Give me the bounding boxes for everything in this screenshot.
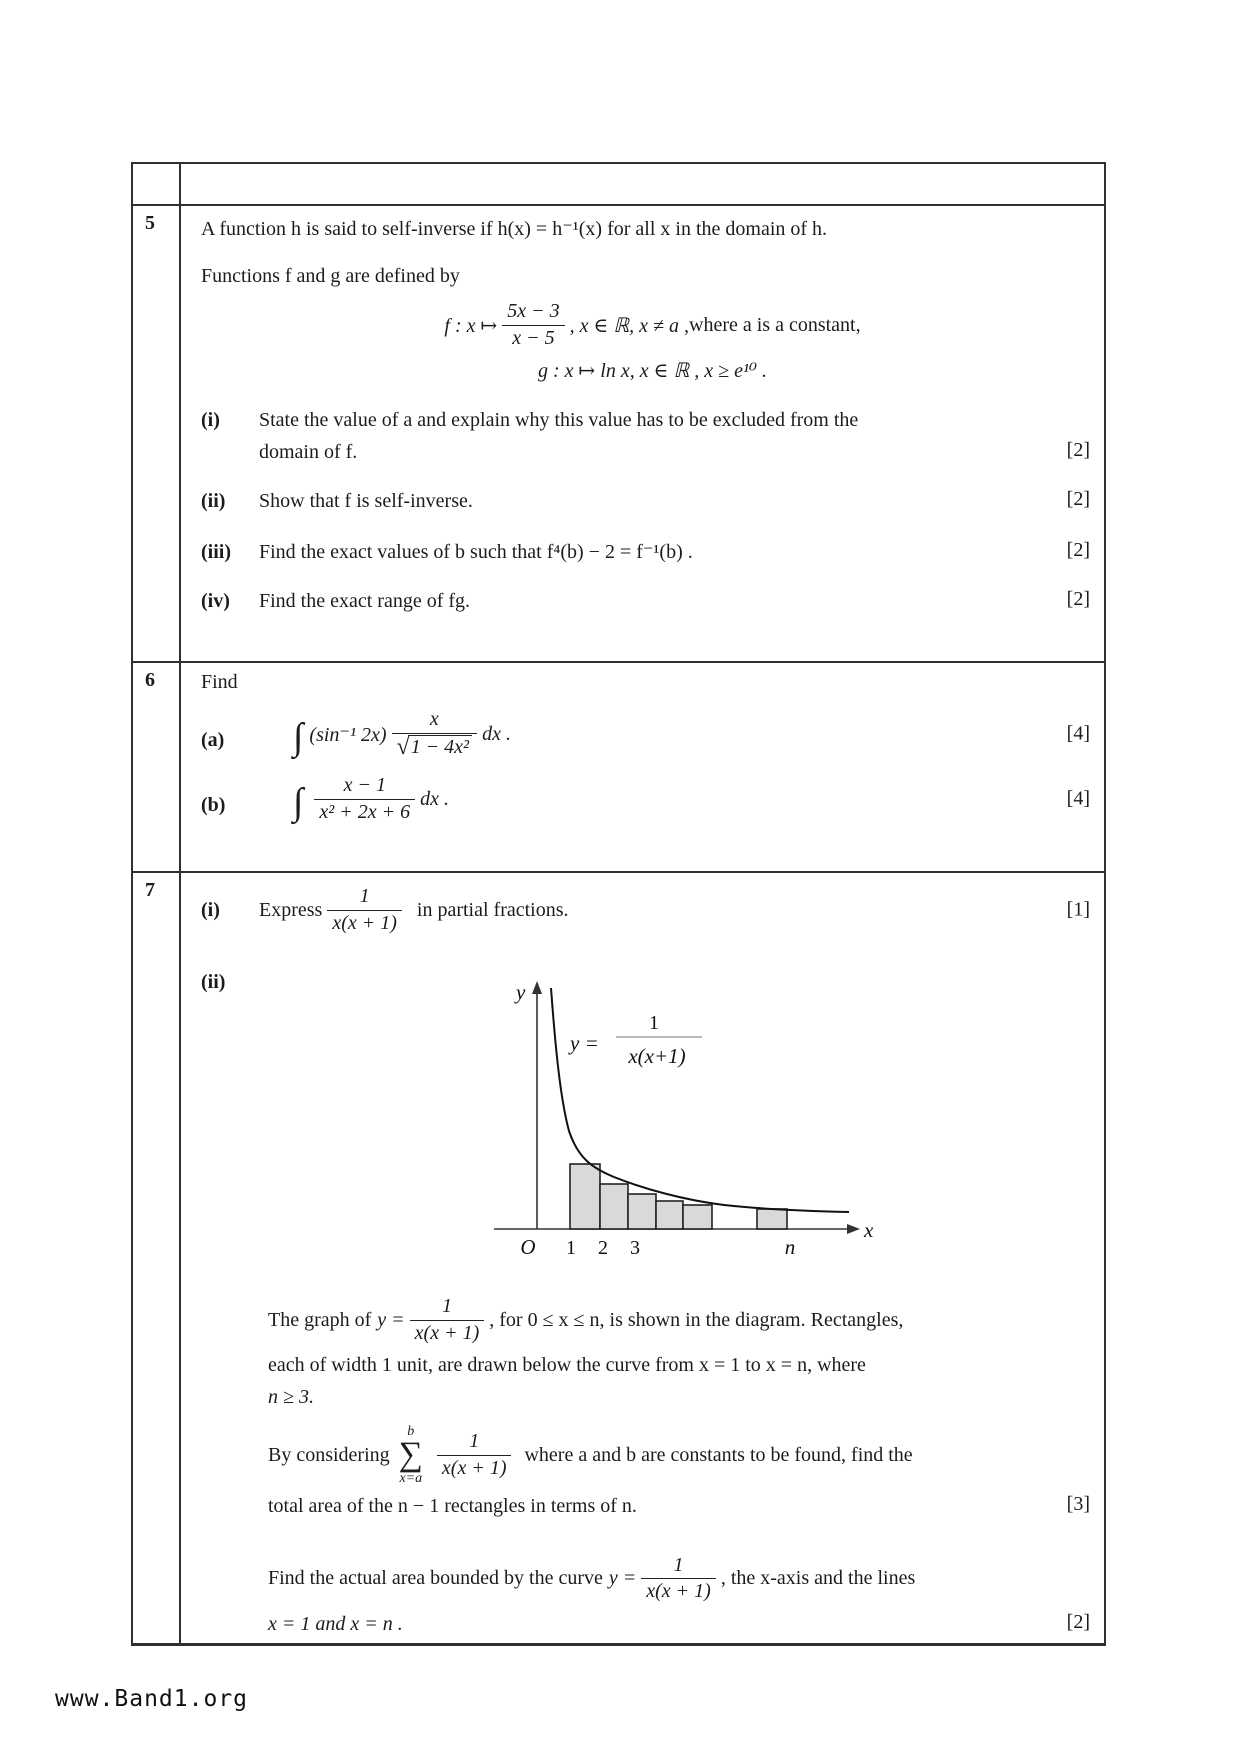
q7-part-i-post: in partial fractions. (416, 898, 569, 921)
q7-para1-line-3: n ≥ 3. (268, 1386, 314, 1409)
q7-part-i-marks: [1] (1066, 898, 1090, 921)
question-5-number: 5 (133, 206, 181, 661)
curve-label-numerator: 1 (649, 1012, 659, 1035)
q7-para3-line-2: x = 1 and x = n . (268, 1612, 403, 1635)
question-6-number: 6 (133, 663, 181, 871)
q7-para3-line-1 (268, 1554, 1090, 1604)
rectangle-5 (683, 1205, 712, 1229)
q7-part-i (201, 885, 1104, 935)
q6-part-b-denominator: x² + 2x + 6 (319, 800, 411, 823)
y-axis-label: y (516, 980, 526, 1005)
para2-post: where a and b are constants to be found, find the (524, 1444, 913, 1467)
q7-para2-line-1 (268, 1425, 1090, 1485)
q6-part-b-dx: dx . (420, 787, 450, 810)
para1-post: , for 0 ≤ x ≤ n, is shown in the diagram. Rectangles, (489, 1308, 904, 1331)
integral-sign: ∫ (293, 781, 304, 824)
q5-intro-line-2: Functions f and g are defined by (201, 265, 460, 287)
f-def-fraction (502, 300, 564, 350)
question-6-content (181, 663, 1104, 871)
para1-fraction (410, 1295, 485, 1345)
rectangle-2 (600, 1184, 628, 1229)
header-content-cell (181, 164, 1104, 204)
para3-numerator: 1 (641, 1554, 716, 1580)
tick-label-2: 2 (598, 1237, 608, 1260)
q6-part-b-fraction (314, 774, 415, 824)
q6-part-a-factor: (sin⁻¹ 2x) (309, 723, 387, 746)
x-axis-arrow-icon (847, 1224, 860, 1234)
para3-pre: Find the actual area bounded by the curve (268, 1567, 603, 1590)
question-7-row (133, 873, 1104, 1643)
rectangle-4 (656, 1201, 683, 1229)
q6-part-a-label: (a) (201, 729, 225, 751)
para3-eq-lhs: y = (608, 1567, 637, 1590)
q7-para1-line-2: each of width 1 unit, are drawn below the curve from x = 1 to x = n, where (268, 1354, 866, 1377)
q6-part-a (201, 708, 1104, 760)
curve-label-denominator: x(x+1) (628, 1044, 686, 1069)
para2-numerator: 1 (437, 1430, 512, 1456)
header-number-cell (133, 164, 181, 204)
f-def-domain: , x ∈ ℝ, x ≠ a , (569, 314, 689, 337)
q5-part-iv-marks: [2] (1066, 588, 1090, 611)
x-axis-label: x (864, 1218, 874, 1243)
q6-part-b-math (293, 774, 1090, 824)
para2-fraction (437, 1430, 512, 1480)
para1-eq-lhs: y = (377, 1308, 405, 1331)
tick-label-1: 1 (566, 1237, 576, 1260)
q7-paragraph-2 (268, 1425, 1090, 1517)
q7-part-i-label: (i) (201, 898, 220, 921)
radicand: 1 − 4x² (408, 735, 472, 760)
question-5-row (133, 206, 1104, 663)
f-def-denominator: x − 5 (512, 326, 555, 349)
para2-denominator: x(x + 1) (441, 1457, 507, 1480)
q6-part-a-math (293, 708, 1090, 760)
q5-part-i-text (259, 409, 1090, 464)
sqrt-expression (397, 735, 473, 760)
f-def-pre: f : x ↦ (444, 314, 498, 337)
q6-lead: Find (201, 671, 238, 693)
q7-part-ii-label: (ii) (201, 971, 226, 994)
q7-para2-line-2: total area of the n − 1 rectangles in terms of n. (268, 1494, 637, 1517)
origin-label: O (520, 1235, 536, 1260)
q7-para3-marks: [2] (1066, 1610, 1090, 1633)
q7-part-i-numerator: 1 (327, 885, 402, 911)
q5-g-definition (201, 358, 1104, 383)
para1-numerator: 1 (410, 1295, 485, 1321)
q7-paragraph-1 (268, 1295, 1090, 1409)
q6-part-b-marks: [4] (1066, 787, 1090, 810)
q5-part-ii-label: (ii) (201, 490, 226, 513)
site-watermark: www.Band1.org (55, 1686, 249, 1712)
para3-post: , the x-axis and the lines (720, 1567, 916, 1590)
q5-part-i-marks: [2] (1066, 439, 1090, 462)
question-6-row (133, 663, 1104, 873)
q6-part-a-marks: [4] (1066, 722, 1090, 745)
q5-part-iv-label: (iv) (201, 590, 230, 613)
q6-part-b-numerator: x − 1 (314, 774, 415, 800)
q7-part-ii (201, 969, 1104, 1265)
q6-part-b (201, 774, 1104, 824)
q5-part-i-label: (i) (201, 409, 220, 432)
tick-label-n: n (784, 1235, 796, 1260)
summation-upper-limit: b (407, 1424, 415, 1440)
q5-part-iii-marks: [2] (1066, 539, 1090, 562)
q7-part-i-pre: Express (259, 898, 323, 921)
table-header-row (133, 164, 1104, 206)
para3-denominator: x(x + 1) (646, 1580, 711, 1603)
para3-fraction (641, 1554, 716, 1604)
q7-para2-marks: [3] (1066, 1492, 1090, 1515)
g-def-text: g : x ↦ ln x, x ∈ ℝ , x ≥ e¹⁰ . (538, 360, 767, 383)
para1-pre: The graph of (268, 1308, 372, 1331)
curve-label-lhs: y = (570, 1031, 599, 1056)
question-7-content (181, 873, 1104, 1643)
question-7-number: 7 (133, 873, 181, 1643)
q5-part-iii (201, 539, 1104, 564)
f-def-numerator: 5x − 3 (502, 300, 564, 326)
q7-part-i-text (259, 885, 1090, 935)
q5-part-ii-marks: [2] (1066, 488, 1090, 511)
q5-part-i (201, 409, 1104, 464)
rectangle-1 (570, 1164, 600, 1229)
q5-part-iv (201, 590, 1104, 613)
q6-part-b-label: (b) (201, 794, 226, 817)
summation-lower-limit: x=a (399, 1470, 423, 1486)
question-table (131, 162, 1106, 1646)
summation (399, 1425, 423, 1485)
q7-paragraph-3 (268, 1554, 1090, 1636)
q7-part-i-denominator: x(x + 1) (332, 911, 397, 934)
q5-part-iii-text: Find the exact values of b such that f⁴(b) − 2 = f⁻¹(b) . (259, 541, 693, 564)
q5-part-iii-label: (iii) (201, 541, 231, 564)
q5-part-iv-text: Find the exact range of fg. (259, 590, 471, 613)
tick-label-3: 3 (630, 1237, 640, 1260)
q5-definitions (201, 300, 1104, 383)
q5-part-i-line-2: domain of f. (259, 441, 358, 464)
question-5-content (181, 206, 1104, 661)
q5-part-ii (201, 490, 1104, 513)
q6-part-a-fraction (392, 708, 478, 760)
y-axis-arrow-icon (532, 981, 542, 994)
sigma-icon: ∑ (398, 1436, 423, 1474)
para1-denominator: x(x + 1) (414, 1321, 480, 1344)
q7-graph (442, 969, 874, 1265)
rectangle-n (757, 1209, 787, 1229)
q5-part-ii-text: Show that f is self-inverse. (259, 490, 473, 513)
q5-part-i-line-1: State the value of a and explain why this value has to be excluded from the (259, 409, 859, 432)
q6-part-a-denominator (392, 734, 478, 761)
integral-sign: ∫ (293, 716, 304, 758)
f-def-note: where a is a constant, (689, 313, 861, 336)
q5-f-definition (201, 300, 1104, 350)
q7-para1-line-1 (268, 1295, 1090, 1345)
q6-part-a-numerator: x (392, 708, 478, 734)
rectangle-3 (628, 1194, 656, 1229)
para2-pre: By considering (268, 1444, 390, 1467)
q6-part-a-dx: dx . (482, 722, 511, 745)
q7-part-i-fraction (327, 885, 402, 935)
q5-intro-line-1: A function h is said to self-inverse if h(x) = h⁻¹(x) for all x in the domain of h. (201, 218, 828, 240)
radical-sign: √ (396, 733, 410, 760)
